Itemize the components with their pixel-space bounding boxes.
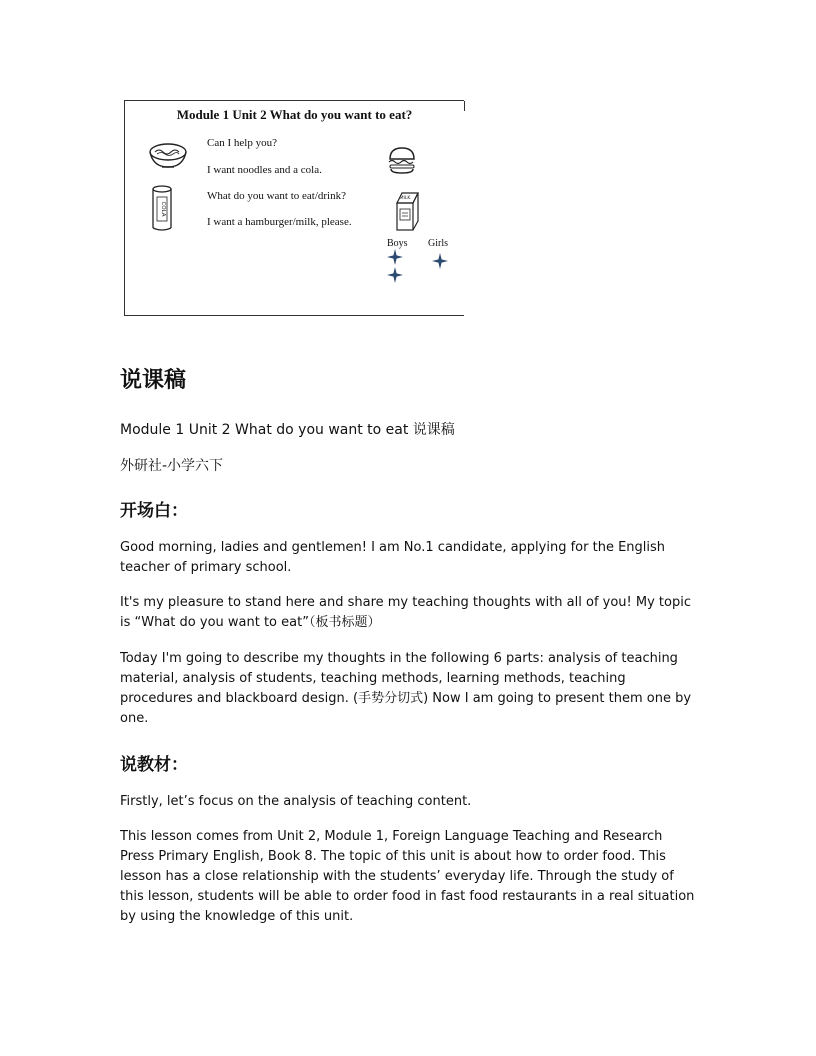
board-title: Module 1 Unit 2 What do you want to eat? — [176, 107, 413, 122]
cola-can-icon — [150, 185, 174, 233]
publisher-line: 外研社-小学六下 — [120, 458, 224, 474]
paragraph: It's my pleasure to stand here and share my teaching thoughts with all of you! My topic is “What do you want to eat”（板书标题） — [120, 595, 691, 630]
document-title: 说课稿 — [120, 368, 187, 393]
milk-carton-icon — [393, 189, 423, 233]
board-line-3: What do you want to eat/drink? — [207, 190, 346, 202]
lesson-subtitle: Module 1 Unit 2 What do you want to eat 说课稿 — [120, 422, 455, 438]
hamburger-icon — [387, 145, 417, 175]
paragraph: Firstly, let’s focus on the analysis of teaching content. — [120, 794, 472, 809]
noodles-bowl-icon — [147, 141, 189, 171]
board-border-tick — [464, 101, 465, 111]
section-heading-opening: 开场白： — [120, 501, 188, 521]
girls-star-icon — [432, 253, 448, 269]
paragraph: Good morning, ladies and gentlemen! I am No.1 candidate, applying for the English teacher of primary school. — [120, 540, 666, 575]
board-line-4: I want a hamburger/milk, please. — [207, 216, 352, 228]
boys-star-icon — [387, 249, 403, 265]
section-heading-material: 说教材： — [120, 755, 188, 775]
girls-label: Girls — [428, 238, 448, 249]
blackboard-design-figure — [124, 100, 464, 316]
boys-star-icon — [387, 267, 403, 283]
paragraph: Today I'm going to describe my thoughts in the following 6 parts: analysis of teaching material, analysis of students, teaching methods, learning methods, teaching procedures and blackboard design. (手势分切式) Now I am going to present them one by one. — [120, 651, 692, 726]
can-label: COLA — [160, 201, 166, 217]
paragraph: This lesson comes from Unit 2, Module 1, Foreign Language Teaching and Research Press Primary English, Book 8. The topic of this unit is about how to order food. This lesson has a close relationship with the students’ everyday life. Through the study of this lesson, students will be able to order food in fast food restaurants in a real situation by using the knowledge of this unit. — [120, 829, 695, 924]
boys-label: Boys — [387, 238, 408, 249]
board-line-2: I want noodles and a cola. — [207, 164, 322, 176]
milk-label: MILK — [399, 196, 411, 201]
board-line-1: Can I help you? — [207, 137, 277, 149]
